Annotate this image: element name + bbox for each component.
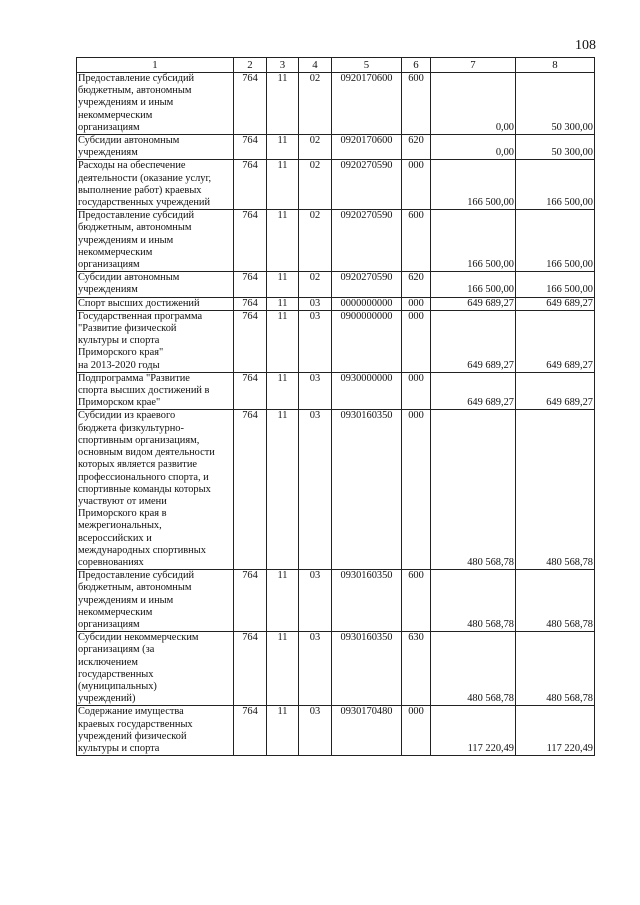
- row-name-line: которых является развитие: [78, 459, 198, 471]
- row-name-line: межрегиональных,: [78, 520, 162, 532]
- amount-col-8: 166 500,00: [516, 210, 595, 272]
- code-subsection: 03: [299, 310, 332, 372]
- code-target-item: 0930160350: [332, 570, 402, 632]
- row-name-line: Субсидии автономным: [78, 135, 180, 147]
- row-name-line: Предоставление субсидий: [78, 570, 195, 582]
- row-name-line: государственных: [78, 668, 154, 680]
- row-name-line: бюджетным, автономным: [78, 582, 192, 594]
- amount-col-8: 166 500,00: [516, 160, 595, 210]
- table-row: [77, 632, 595, 706]
- row-name-line: государственных учреждений: [78, 197, 211, 209]
- row-name-line: организациям: [78, 121, 140, 133]
- row-name: [77, 706, 234, 756]
- row-name-line: Приморском крае": [78, 397, 161, 409]
- row-name-line: (муниципальных): [78, 680, 157, 692]
- amount-col-8: 480 568,78: [516, 632, 595, 706]
- code-ved: 764: [234, 73, 267, 135]
- row-name-line: выполнение работ) краевых: [78, 184, 202, 196]
- amount-col-7: 117 220,49: [431, 706, 516, 756]
- code-target-item: 0920170600: [332, 135, 402, 160]
- amount-col-8: 649 689,27: [516, 297, 595, 310]
- code-expense-type: 600: [402, 570, 431, 632]
- code-section: 11: [267, 632, 299, 706]
- table-row: [77, 570, 595, 632]
- row-name-line: Приморского края в: [78, 508, 167, 520]
- amount-col-7: 649 689,27: [431, 297, 516, 310]
- row-name-line: бюджетным, автономным: [78, 222, 192, 234]
- row-name-line: Предоставление субсидий: [78, 73, 195, 84]
- amount-col-7: 166 500,00: [431, 160, 516, 210]
- code-expense-type: 000: [402, 372, 431, 410]
- column-header: 7: [431, 58, 516, 73]
- code-target-item: 0920270590: [332, 210, 402, 272]
- code-ved: 764: [234, 135, 267, 160]
- row-name-line: Расходы на обеспечение: [78, 160, 186, 172]
- code-subsection: 02: [299, 272, 332, 297]
- row-name-line: Спорт высших достижений: [78, 297, 200, 309]
- table-row: [77, 410, 595, 570]
- code-section: 11: [267, 160, 299, 210]
- code-ved: 764: [234, 570, 267, 632]
- code-subsection: 02: [299, 135, 332, 160]
- code-target-item: 0000000000: [332, 297, 402, 310]
- table-row: [77, 73, 595, 135]
- code-expense-type: 000: [402, 297, 431, 310]
- table-row: [77, 706, 595, 756]
- row-name-line: бюджетным, автономным: [78, 85, 192, 97]
- table-row: [77, 160, 595, 210]
- code-subsection: 02: [299, 160, 332, 210]
- row-name-line: организациям: [78, 618, 140, 630]
- code-subsection: 03: [299, 706, 332, 756]
- code-section: 11: [267, 135, 299, 160]
- code-ved: 764: [234, 297, 267, 310]
- row-name-line: на 2013-2020 годы: [78, 359, 160, 371]
- amount-col-8: 480 568,78: [516, 570, 595, 632]
- code-ved: 764: [234, 706, 267, 756]
- code-expense-type: 620: [402, 135, 431, 160]
- code-expense-type: 000: [402, 160, 431, 210]
- code-subsection: 02: [299, 210, 332, 272]
- row-name-line: некоммерческим: [78, 606, 153, 618]
- code-section: 11: [267, 310, 299, 372]
- row-name-line: бюджета физкультурно-: [78, 422, 184, 434]
- column-header: 1: [77, 58, 234, 73]
- amount-col-8: 117 220,49: [516, 706, 595, 756]
- amount-col-7: 649 689,27: [431, 310, 516, 372]
- amount-col-7: 166 500,00: [431, 210, 516, 272]
- code-target-item: 0900000000: [332, 310, 402, 372]
- row-name-line: некоммерческим: [78, 246, 153, 258]
- code-ved: 764: [234, 210, 267, 272]
- row-name-line: международных спортивных: [78, 544, 206, 556]
- row-name-line: Государственная программа: [78, 310, 203, 322]
- row-name-line: "Развитие физической: [78, 323, 177, 335]
- table-header-row: [77, 58, 595, 73]
- code-target-item: 0920170600: [332, 73, 402, 135]
- code-target-item: 0930170480: [332, 706, 402, 756]
- table-row: [77, 297, 595, 310]
- table-row: [77, 135, 595, 160]
- code-section: 11: [267, 410, 299, 570]
- code-ved: 764: [234, 272, 267, 297]
- amount-col-8: 50 300,00: [516, 135, 595, 160]
- table-row: [77, 210, 595, 272]
- row-name-line: учреждений): [78, 693, 136, 705]
- column-header: 5: [332, 58, 402, 73]
- row-name-line: некоммерческим: [78, 109, 153, 121]
- column-header: 8: [516, 58, 595, 73]
- code-expense-type: 620: [402, 272, 431, 297]
- code-ved: 764: [234, 310, 267, 372]
- row-name: [77, 297, 234, 310]
- code-expense-type: 000: [402, 410, 431, 570]
- row-name-line: учреждениям и иным: [78, 234, 174, 246]
- row-name-line: соревнованиях: [78, 556, 144, 568]
- row-name-line: деятельности (оказание услуг,: [78, 172, 212, 184]
- row-name-line: Субсидии некоммерческим: [78, 632, 199, 644]
- code-target-item: 0930000000: [332, 372, 402, 410]
- row-name-line: участвуют от имени: [78, 495, 167, 507]
- table-row: [77, 310, 595, 372]
- amount-col-8: 166 500,00: [516, 272, 595, 297]
- table-row: [77, 372, 595, 410]
- code-ved: 764: [234, 410, 267, 570]
- row-name: [77, 210, 234, 272]
- code-expense-type: 000: [402, 706, 431, 756]
- code-subsection: 03: [299, 632, 332, 706]
- code-subsection: 02: [299, 73, 332, 135]
- amount-col-7: 649 689,27: [431, 372, 516, 410]
- code-subsection: 03: [299, 372, 332, 410]
- row-name: [77, 310, 234, 372]
- column-header: 3: [267, 58, 299, 73]
- row-name-line: учреждениям: [78, 284, 138, 296]
- amount-col-7: 0,00: [431, 135, 516, 160]
- row-name: [77, 272, 234, 297]
- row-name: [77, 372, 234, 410]
- code-target-item: 0920270590: [332, 272, 402, 297]
- row-name: [77, 135, 234, 160]
- amount-col-7: 0,00: [431, 73, 516, 135]
- row-name-line: культуры и спорта: [78, 335, 160, 347]
- code-section: 11: [267, 73, 299, 135]
- row-name: [77, 570, 234, 632]
- row-name: [77, 410, 234, 570]
- amount-col-7: 166 500,00: [431, 272, 516, 297]
- code-ved: 764: [234, 372, 267, 410]
- code-expense-type: 000: [402, 310, 431, 372]
- row-name-line: учреждениям и иным: [78, 594, 174, 606]
- row-name-line: учреждениям и иным: [78, 97, 174, 109]
- code-target-item: 0930160350: [332, 632, 402, 706]
- row-name-line: Предоставление субсидий: [78, 210, 195, 222]
- code-expense-type: 630: [402, 632, 431, 706]
- page-number: 108: [575, 38, 596, 53]
- row-name-line: спорта высших достижений в: [78, 385, 210, 397]
- table-row: [77, 272, 595, 297]
- amount-col-8: 649 689,27: [516, 310, 595, 372]
- column-header: 6: [402, 58, 431, 73]
- code-ved: 764: [234, 632, 267, 706]
- code-section: 11: [267, 210, 299, 272]
- amount-col-7: 480 568,78: [431, 570, 516, 632]
- code-section: 11: [267, 297, 299, 310]
- code-ved: 764: [234, 160, 267, 210]
- code-target-item: 0920270590: [332, 160, 402, 210]
- row-name-line: Подпрограмма "Развитие: [78, 372, 190, 384]
- row-name-line: исключением: [78, 656, 138, 668]
- row-name: [77, 73, 234, 135]
- row-name-line: Субсидии автономным: [78, 272, 180, 284]
- row-name-line: учреждений физической: [78, 730, 187, 742]
- column-header: 2: [234, 58, 267, 73]
- amount-col-8: 50 300,00: [516, 73, 595, 135]
- code-section: 11: [267, 272, 299, 297]
- code-subsection: 03: [299, 410, 332, 570]
- row-name-line: Содержание имущества: [78, 706, 184, 718]
- code-expense-type: 600: [402, 210, 431, 272]
- row-name-line: краевых государственных: [78, 718, 193, 730]
- row-name: [77, 160, 234, 210]
- code-section: 11: [267, 706, 299, 756]
- amount-col-7: 480 568,78: [431, 632, 516, 706]
- amount-col-8: 649 689,27: [516, 372, 595, 410]
- row-name-line: организациям: [78, 259, 140, 271]
- row-name-line: всероссийских и: [78, 532, 152, 544]
- row-name-line: профессионального спорта, и: [78, 471, 209, 483]
- row-name: [77, 632, 234, 706]
- row-name-line: учреждениям: [78, 147, 138, 159]
- row-name-line: спортивные команды которых: [78, 483, 211, 495]
- row-name-line: организациям (за: [78, 644, 155, 656]
- row-name-line: Приморского края": [78, 347, 164, 359]
- amount-col-7: 480 568,78: [431, 410, 516, 570]
- code-target-item: 0930160350: [332, 410, 402, 570]
- code-expense-type: 600: [402, 73, 431, 135]
- row-name-line: культуры и спорта: [78, 742, 160, 754]
- amount-col-8: 480 568,78: [516, 410, 595, 570]
- column-header: 4: [299, 58, 332, 73]
- code-subsection: 03: [299, 297, 332, 310]
- code-section: 11: [267, 372, 299, 410]
- row-name-line: Субсидии из краевого: [78, 410, 176, 422]
- code-subsection: 03: [299, 570, 332, 632]
- code-section: 11: [267, 570, 299, 632]
- row-name-line: основным видом деятельности: [78, 447, 215, 459]
- budget-table: [76, 57, 595, 756]
- row-name-line: спортивным организациям,: [78, 434, 200, 446]
